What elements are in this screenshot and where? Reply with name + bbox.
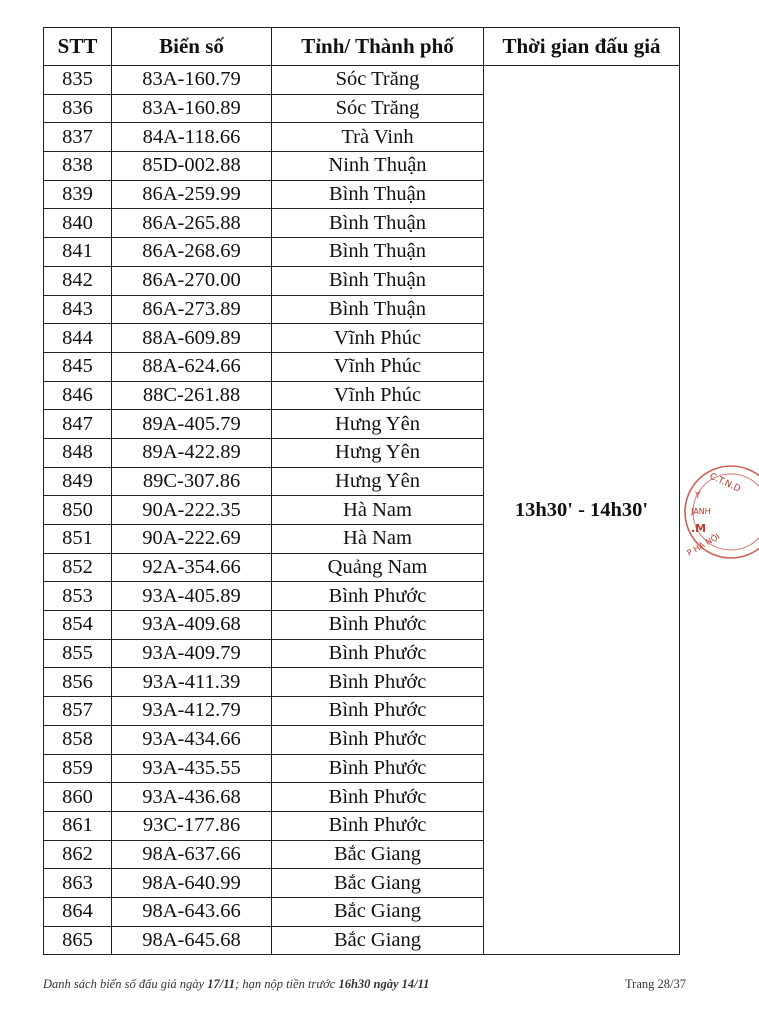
- row-stt: 861: [44, 811, 112, 840]
- row-province: Bình Thuận: [272, 180, 484, 209]
- table-row: [44, 66, 680, 95]
- row-plate: 88C-261.88: [112, 381, 272, 410]
- row-province: Trà Vinh: [272, 123, 484, 152]
- row-stt: 859: [44, 754, 112, 783]
- row-province: Vĩnh Phúc: [272, 352, 484, 381]
- row-plate: 86A-273.89: [112, 295, 272, 324]
- row-plate: 92A-354.66: [112, 553, 272, 582]
- row-stt: 846: [44, 381, 112, 410]
- row-province: Vĩnh Phúc: [272, 324, 484, 353]
- footer-auction-date: 17/11: [207, 977, 236, 991]
- row-province: Bình Thuận: [272, 266, 484, 295]
- row-plate: 86A-265.88: [112, 209, 272, 238]
- row-stt: 850: [44, 496, 112, 525]
- row-province: Bình Phước: [272, 697, 484, 726]
- row-plate: 93A-412.79: [112, 697, 272, 726]
- table-body: [44, 66, 680, 955]
- row-plate: 98A-637.66: [112, 840, 272, 869]
- page-number: Trang 28/37: [624, 977, 686, 991]
- row-province: Hà Nam: [272, 496, 484, 525]
- row-plate: 89C-307.86: [112, 467, 272, 496]
- stamp-line-4: .M: [691, 522, 707, 535]
- row-stt: 839: [44, 180, 112, 209]
- row-stt: 854: [44, 611, 112, 640]
- row-province: Bình Phước: [272, 725, 484, 754]
- row-plate: 86A-259.99: [112, 180, 272, 209]
- row-province: Bình Thuận: [272, 238, 484, 267]
- row-plate: 85D-002.88: [112, 152, 272, 181]
- row-stt: 842: [44, 266, 112, 295]
- row-stt: 860: [44, 783, 112, 812]
- row-province: Bắc Giang: [272, 869, 484, 898]
- row-province: Bình Thuận: [272, 295, 484, 324]
- plates-table: [43, 27, 680, 955]
- row-province: Hưng Yên: [272, 410, 484, 439]
- row-plate: 93A-436.68: [112, 783, 272, 812]
- row-province: Bình Phước: [272, 811, 484, 840]
- row-stt: 835: [44, 66, 112, 95]
- row-plate: 86A-270.00: [112, 266, 272, 295]
- row-plate: 98A-645.68: [112, 926, 272, 955]
- row-stt: 853: [44, 582, 112, 611]
- row-plate: 98A-640.99: [112, 869, 272, 898]
- row-stt: 840: [44, 209, 112, 238]
- row-plate: 89A-405.79: [112, 410, 272, 439]
- header-auction-time: Thời gian đấu giá: [484, 28, 680, 66]
- row-plate: 93A-434.66: [112, 725, 272, 754]
- row-province: Ninh Thuận: [272, 152, 484, 181]
- row-stt: 863: [44, 869, 112, 898]
- red-seal-stamp: [679, 448, 759, 576]
- header-province: Tỉnh/ Thành phố: [272, 28, 484, 66]
- row-province: Hưng Yên: [272, 467, 484, 496]
- row-province: Bình Thuận: [272, 209, 484, 238]
- footer-note: [43, 977, 687, 992]
- footer-middle: ; hạn nộp tiền trước: [235, 977, 339, 991]
- row-stt: 844: [44, 324, 112, 353]
- row-stt: 848: [44, 438, 112, 467]
- row-stt: 857: [44, 697, 112, 726]
- row-plate: 90A-222.69: [112, 525, 272, 554]
- row-stt: 855: [44, 639, 112, 668]
- row-province: Bắc Giang: [272, 840, 484, 869]
- row-province: Bình Phước: [272, 668, 484, 697]
- row-plate: 93A-435.55: [112, 754, 272, 783]
- stamp-line-2: Y: [695, 491, 701, 501]
- row-province: Quảng Nam: [272, 553, 484, 582]
- row-province: Bình Phước: [272, 582, 484, 611]
- auction-time-cell: 13h30' - 14h30': [484, 66, 680, 955]
- row-stt: 849: [44, 467, 112, 496]
- row-plate: 93A-411.39: [112, 668, 272, 697]
- header-row: [44, 28, 680, 66]
- row-plate: 90A-222.35: [112, 496, 272, 525]
- row-plate: 86A-268.69: [112, 238, 272, 267]
- row-stt: 858: [44, 725, 112, 754]
- row-stt: 845: [44, 352, 112, 381]
- row-province: Bình Phước: [272, 611, 484, 640]
- row-province: Hà Nam: [272, 525, 484, 554]
- row-stt: 864: [44, 897, 112, 926]
- row-plate: 98A-643.66: [112, 897, 272, 926]
- row-plate: 84A-118.66: [112, 123, 272, 152]
- row-province: Vĩnh Phúc: [272, 381, 484, 410]
- stamp-line-1: C.T.N.D: [707, 471, 742, 495]
- row-plate: 93A-409.79: [112, 639, 272, 668]
- header-plate: Biển số: [112, 28, 272, 66]
- row-stt: 862: [44, 840, 112, 869]
- row-stt: 865: [44, 926, 112, 955]
- row-plate: 83A-160.79: [112, 66, 272, 95]
- row-stt: 843: [44, 295, 112, 324]
- row-plate: 89A-422.89: [112, 438, 272, 467]
- row-province: Bình Phước: [272, 639, 484, 668]
- row-province: Bắc Giang: [272, 926, 484, 955]
- row-province: Bình Phước: [272, 754, 484, 783]
- row-stt: 847: [44, 410, 112, 439]
- row-stt: 841: [44, 238, 112, 267]
- row-stt: 837: [44, 123, 112, 152]
- row-plate: 88A-609.89: [112, 324, 272, 353]
- row-stt: 836: [44, 94, 112, 123]
- footer-deadline: 16h30 ngày 14/11: [338, 977, 430, 991]
- row-province: Hưng Yên: [272, 438, 484, 467]
- stamp-line-5: P HÀ NỘI: [685, 531, 722, 558]
- stamp-line-3: JANH: [691, 507, 711, 516]
- row-plate: 93A-409.68: [112, 611, 272, 640]
- footer-prefix: Danh sách biển số đấu giá ngày: [43, 977, 208, 991]
- row-province: Sóc Trăng: [272, 66, 484, 95]
- row-stt: 838: [44, 152, 112, 181]
- row-stt: 851: [44, 525, 112, 554]
- row-plate: 88A-624.66: [112, 352, 272, 381]
- row-province: Bắc Giang: [272, 897, 484, 926]
- row-stt: 856: [44, 668, 112, 697]
- row-province: Sóc Trăng: [272, 94, 484, 123]
- row-plate: 83A-160.89: [112, 94, 272, 123]
- header-stt: STT: [44, 28, 112, 66]
- row-plate: 93C-177.86: [112, 811, 272, 840]
- row-province: Bình Phước: [272, 783, 484, 812]
- row-plate: 93A-405.89: [112, 582, 272, 611]
- row-stt: 852: [44, 553, 112, 582]
